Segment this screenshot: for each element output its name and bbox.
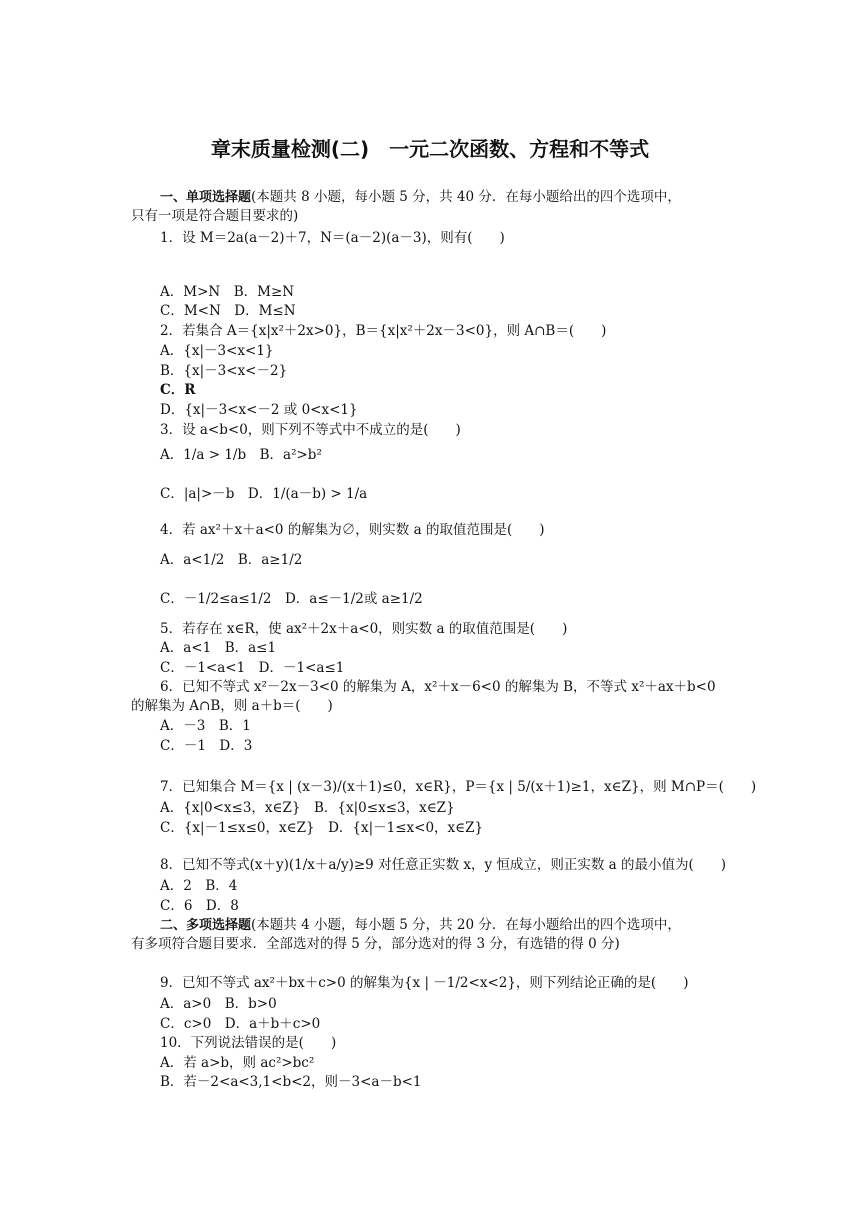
q8-options-2: C．6 D．8	[160, 898, 239, 914]
q1-stem: 1．设 M＝2a(a－2)＋7，N＝(a－2)(a－3)，则有( )	[160, 230, 505, 246]
q2-option-b: B．{x|－3<x<－2}	[160, 363, 288, 379]
q5-options-1: A．a<1 B．a≤1	[160, 640, 277, 656]
q6-options-2: C．－1 D．3	[160, 738, 253, 754]
section-2-line-1	[160, 916, 681, 935]
q4-options-1: A．a<1/2 B．a≥1/2	[160, 552, 303, 568]
q2-option-c: C．R	[160, 382, 196, 398]
q7-options-2: C．{x|－1≤x≤0，x∈Z} D．{x|－1≤x<0，x∈Z}	[160, 820, 484, 836]
q10-option-b: B．若－2<a<3,1<b<2，则－3<a－b<1	[160, 1074, 422, 1090]
q10-stem: 10．下列说法错误的是( )	[160, 1035, 337, 1051]
page-title: 章末质量检测(二) 一元二次函数、方程和不等式	[210, 137, 650, 161]
section-2-heading: 二、多项选择题	[160, 918, 252, 933]
q8-options-1: A．2 B．4	[160, 878, 238, 894]
q4-stem: 4．若 ax²＋x＋a<0 的解集为∅，则实数 a 的取值范围是( )	[160, 522, 545, 538]
q4-options-2: C．－1/2≤a≤1/2 D．a≤－1/2或 a≥1/2	[160, 591, 423, 607]
q1-options-2: C．M<N D．M≤N	[160, 303, 296, 319]
q7-stem: 7．已知集合 M＝{x | (x－3)/(x＋1)≤0，x∈R}，P＝{x | 5/(x＋1)≥1，x∈Z}，则 M∩P＝( )	[160, 779, 757, 795]
q1-options-1: A．M>N B．M≥N	[160, 284, 295, 300]
section-2-desc-1: (本题共 4 小题，每小题 5 分，共 20 分．在每小题给出的四个选项中，	[251, 917, 681, 933]
q3-options-2: C．|a|>－b D．1/(a－b) > 1/a	[160, 486, 368, 502]
q2-option-a: A．{x|－3<x<1}	[160, 343, 274, 359]
q3-stem: 3．设 a<b<0，则下列不等式中不成立的是( )	[160, 422, 461, 438]
q2-option-d: D．{x|－3<x<－2 或 0<x<1}	[160, 402, 358, 418]
section-1-desc-2: 只有一项是符合题目要求的)	[131, 208, 299, 224]
section-1-desc-1: (本题共 8 小题，每小题 5 分，共 40 分．在每小题给出的四个选项中，	[251, 189, 681, 205]
q6-stem-2: 的解集为 A∩B，则 a＋b＝( )	[131, 698, 333, 714]
q10-option-a: A．若 a>b，则 ac²>bc²	[160, 1055, 315, 1071]
q3-options-1: A．1/a > 1/b B．a²>b²	[160, 447, 322, 463]
q5-stem: 5．若存在 x∈R，使 ax²＋2x＋a<0，则实数 a 的取值范围是( )	[160, 621, 568, 637]
q6-stem-1: 6．已知不等式 x²－2x－3<0 的解集为 A，x²＋x－6<0 的解集为 B，不等式 x²＋ax＋b<0	[160, 679, 716, 695]
section-1-heading: 一、单项选择题	[160, 190, 252, 205]
q9-options-1: A．a>0 B．b>0	[160, 996, 277, 1012]
q7-options-1: A．{x|0<x≤3，x∈Z} B．{x|0≤x≤3，x∈Z}	[160, 800, 455, 816]
q9-options-2: C．c>0 D．a＋b＋c>0	[160, 1016, 321, 1032]
q9-stem: 9．已知不等式 ax²＋bx＋c>0 的解集为{x | －1/2<x<2}，则下列结论正确的是( )	[160, 975, 689, 991]
q8-stem: 8．已知不等式(x＋y)(1/x＋a/y)≥9 对任意正实数 x，y 恒成立，则正实数 a 的最小值为( )	[160, 857, 727, 873]
q2-stem: 2．若集合 A＝{x|x²＋2x>0}，B＝{x|x²＋2x－3<0}，则 A∩B＝( )	[160, 323, 607, 339]
section-2-desc-2: 有多项符合题目要求．全部选对的得 5 分，部分选对的得 3 分，有选错的得 0 分)	[131, 936, 620, 952]
section-1-line-1	[160, 188, 681, 207]
q5-options-2: C．－1<a<1 D．－1<a≤1	[160, 660, 345, 676]
q6-options-1: A．－3 B．1	[160, 718, 251, 734]
